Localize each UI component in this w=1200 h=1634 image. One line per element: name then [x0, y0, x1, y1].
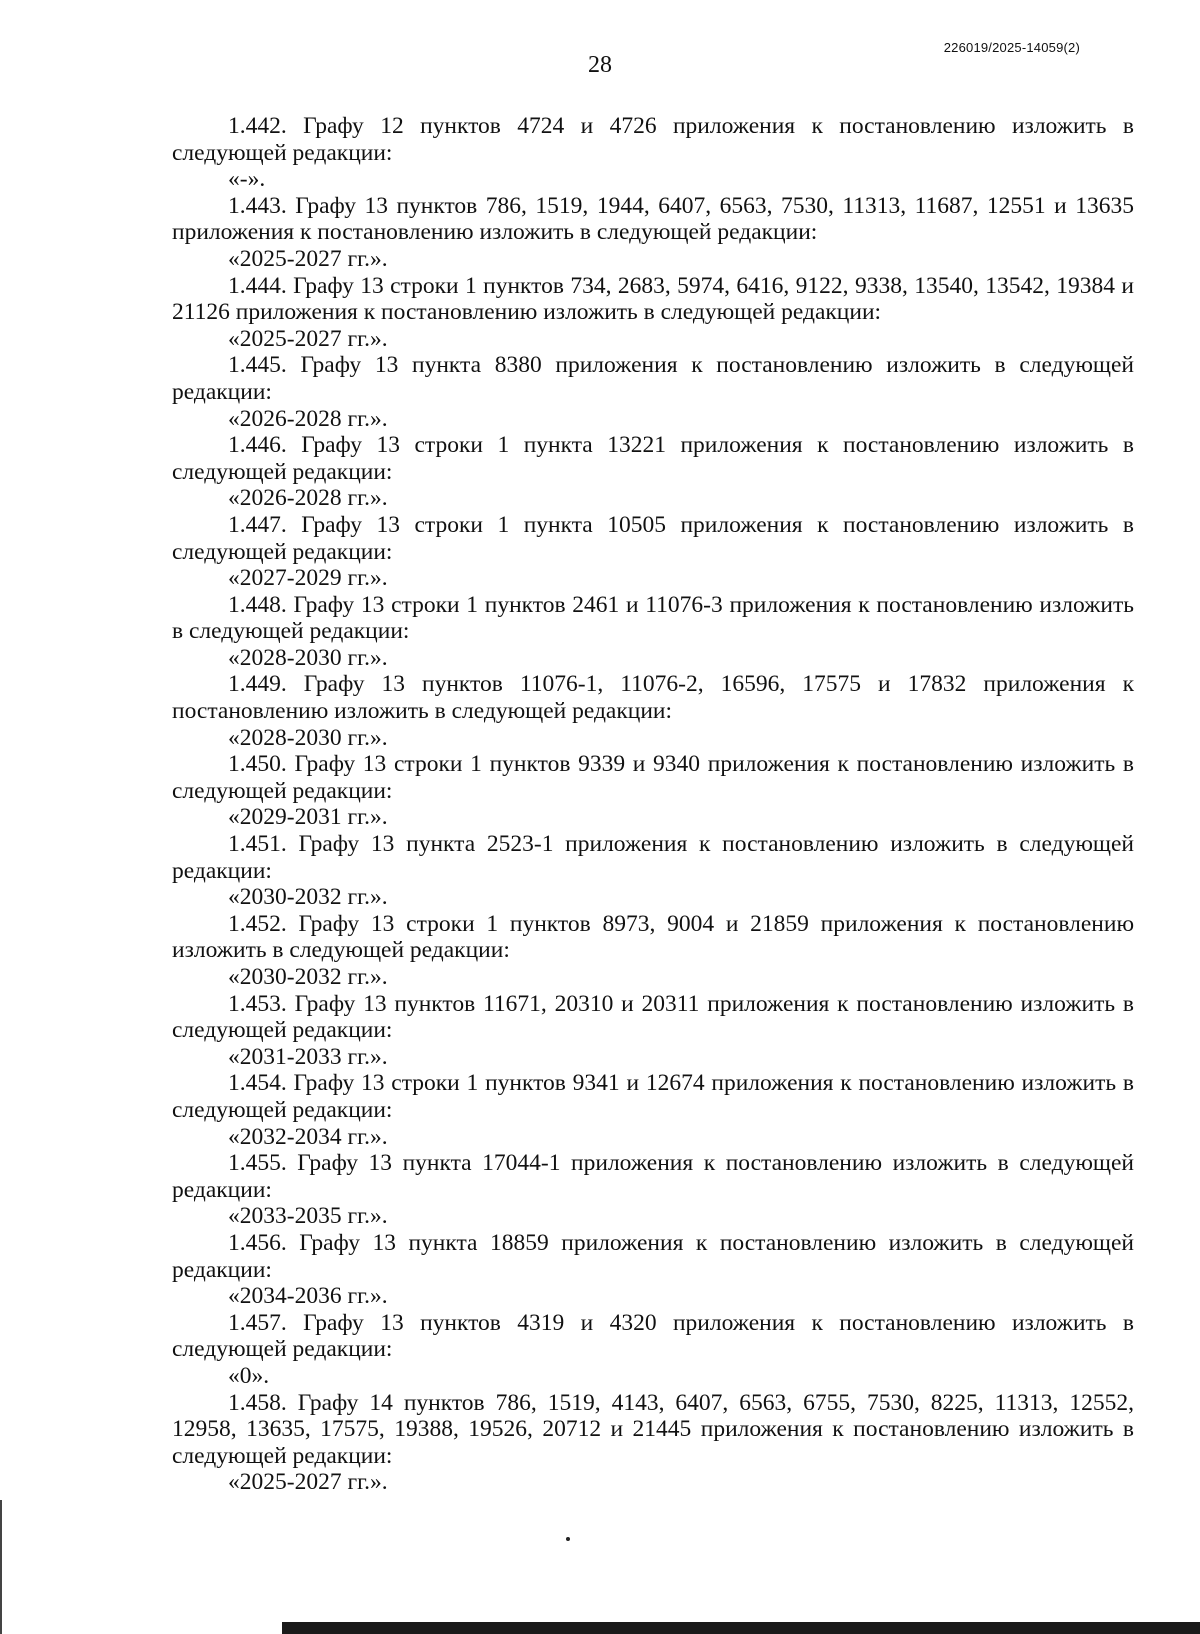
clause-quote: «2025-2027 гг.». [228, 1469, 388, 1496]
clause-text: 1.445. Графу 13 пункта 8380 приложения к постановлению изложить в следующей редакции: [172, 352, 1134, 405]
clause-text: 1.443. Графу 13 пунктов 786, 1519, 1944, 6407, 6563, 7530, 11313, 11687, 12551 и 13635 приложения к постановлению изложить в следующей редакции: [172, 192, 1134, 246]
clause-text: 1.449. Графу 13 пунктов 11076-1, 11076-2, 16596, 17575 и 17832 приложения к постановлению изложить в следующей редакции: [172, 671, 1134, 725]
clause-text: 1.457. Графу 13 пунктов 4319 и 4320 приложения к постановлению изложить в следующей редакции: [172, 1309, 1134, 1363]
clause-text: 1.451. Графу 13 пункта 2523-1 приложения к постановлению изложить в следующей редакции: [172, 831, 1134, 884]
clause-text: 1.452. Графу 13 строки 1 пунктов 8973, 9004 и 21859 приложения к постановлению изложить в следующей редакции: [172, 910, 1134, 964]
clause-quote: «2027-2029 гг.». [228, 565, 388, 592]
clause-text: 1.456. Графу 13 пункта 18859 приложения к постановлению изложить в следующей редакции: [172, 1229, 1134, 1283]
clause-quote: «2030-2032 гг.». [228, 884, 388, 911]
clause-quote: «2034-2036 гг.». [228, 1283, 388, 1310]
scan-bottom-border [282, 1622, 1200, 1634]
scan-edge-mark [0, 1500, 2, 1634]
clause-quote: «0». [228, 1362, 270, 1389]
clause-text: 1.454. Графу 13 строки 1 пунктов 9341 и 12674 приложения к постановлению изложить в следующей редакции: [172, 1070, 1134, 1123]
clause-quote: «2025-2027 гг.». [228, 325, 388, 352]
clause-text: 1.447. Графу 13 строки 1 пункта 10505 приложения к постановлению изложить в следующей редакции: [172, 511, 1134, 565]
clause-quote: «2028-2030 гг.». [228, 644, 388, 671]
clause-text: 1.448. Графу 13 строки 1 пунктов 2461 и 11076-3 приложения к постановлению изложить в следующей редакции: [172, 591, 1134, 645]
clause-quote: «2026-2028 гг.». [228, 405, 388, 432]
clause-text: 1.442. Графу 12 пунктов 4724 и 4726 приложения к постановлению изложить в следующей редакции: [172, 113, 1134, 166]
clause-text: 1.455. Графу 13 пункта 17044-1 приложения к постановлению изложить в следующей редакции: [172, 1150, 1134, 1203]
clause-text: 1.446. Графу 13 строки 1 пункта 13221 приложения к постановлению изложить в следующей редакции: [172, 432, 1134, 485]
clause-text: 1.444. Графу 13 строки 1 пунктов 734, 2683, 5974, 6416, 9122, 9338, 13540, 13542, 19384 и 21126 приложения к постановлению изложить в следующей редакции: [172, 272, 1134, 326]
clause-quote: «2029-2031 гг.». [228, 804, 388, 831]
document-id: 226019/2025-14059(2) [943, 40, 1080, 55]
clause-quote: «2028-2030 гг.». [228, 724, 388, 751]
clause-quote: «2025-2027 гг.». [228, 245, 388, 272]
clause-text: 1.453. Графу 13 пунктов 11671, 20310 и 20311 приложения к постановлению изложить в следующей редакции: [172, 990, 1134, 1044]
clause-quote: «2031-2033 гг.». [228, 1043, 388, 1070]
scan-speck [566, 1537, 570, 1541]
clause-text: 1.458. Графу 14 пунктов 786, 1519, 4143, 6407, 6563, 6755, 7530, 8225, 11313, 12552, 12958, 13635, 17575, 19388, 19526, 20712 и 21445 приложения к постановлению изложить в следующей редакции: [172, 1389, 1134, 1469]
document-body [172, 113, 1134, 1496]
page-number: 28 [588, 52, 612, 78]
clause-quote: «2033-2035 гг.». [228, 1203, 388, 1230]
clause-quote: «2026-2028 гг.». [228, 485, 388, 512]
clause-quote: «2032-2034 гг.». [228, 1123, 388, 1150]
clause-text: 1.450. Графу 13 строки 1 пунктов 9339 и 9340 приложения к постановлению изложить в следующей редакции: [172, 751, 1134, 804]
clause-quote: «-». [228, 166, 266, 193]
clause-quote: «2030-2032 гг.». [228, 964, 388, 990]
